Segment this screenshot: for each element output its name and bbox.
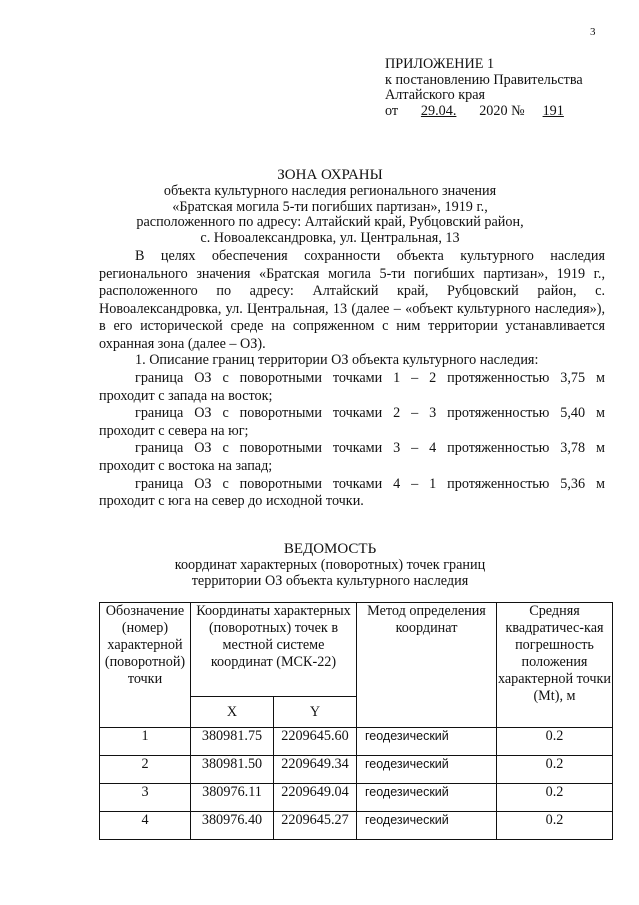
table-row	[100, 812, 613, 840]
cell-point-number: 2	[100, 756, 191, 784]
zone-subtitle	[60, 184, 600, 246]
border-1-line2: проходит с запада на восток;	[99, 387, 273, 404]
header-x: X	[191, 697, 274, 728]
border-2-line1: граница ОЗ с поворотными точками 2 – 3 протяженностью 5,40 м	[135, 405, 605, 422]
intro-paragraph: В целях обеспечения сохранности объекта культурного наследия регионального значения «Братская могила 5-ти погибших партизан», 1919 г., расположенного по адресу: Алтайский край, Рубцовский район, с. Новоалександровка, ул. Центральная, 13 (далее – «объект культурного наследия»), в его исторической среде на сопряженном с ним территории устанавливается охранная зона (далее – ОЗ).	[99, 248, 605, 352]
zone-line-4: с. Новоалександровка, ул. Центральная, 13	[200, 229, 460, 246]
annex-block	[385, 57, 583, 119]
cell-point-number: 3	[100, 784, 191, 812]
annex-date-line	[385, 104, 583, 120]
border-4-line1: граница ОЗ с поворотными точками 4 – 1 протяженностью 5,36 м	[135, 475, 605, 492]
cell-error: 0.2	[497, 812, 613, 840]
annex-date: 29.04.	[420, 102, 457, 119]
coordinates-table	[99, 602, 613, 840]
annex-region: Алтайского края	[385, 87, 486, 103]
statement-line-2: территории ОЗ объекта культурного наследия	[191, 572, 469, 589]
cell-error: 0.2	[497, 756, 613, 784]
header-designation: Обозначение (номер) характерной (поворотной) точки	[100, 603, 191, 728]
border-2-line2: проходит с севера на юг;	[99, 422, 249, 439]
cell-error: 0.2	[497, 784, 613, 812]
cell-error: 0.2	[497, 728, 613, 756]
zone-line-3: расположенного по адресу: Алтайский край, Рубцовский район,	[136, 214, 524, 230]
annex-resolution: к постановлению Правительства	[385, 71, 583, 88]
cell-y: 2209649.04	[274, 784, 357, 812]
borders-list	[99, 370, 605, 511]
cell-y: 2209645.60	[274, 728, 357, 756]
cell-method: геодезический	[357, 812, 497, 840]
annex-year: 2020 №	[479, 102, 525, 119]
annex-from-label: от	[385, 102, 399, 119]
border-item	[99, 405, 605, 440]
table-row	[100, 784, 613, 812]
border-1-line1: граница ОЗ с поворотными точками 1 – 2 протяженностью 3,75 м	[135, 370, 605, 386]
header-method: Метод определения координат	[357, 603, 497, 728]
cell-x: 380981.75	[191, 728, 274, 756]
cell-point-number: 4	[100, 812, 191, 840]
border-item	[99, 440, 605, 475]
cell-x: 380981.50	[191, 756, 274, 784]
border-3-line2: проходит с востока на запад;	[99, 457, 273, 474]
cell-method: геодезический	[357, 728, 497, 756]
header-error: Средняя квадратичес-кая погрешность положения характерной точки (Mt), м	[497, 603, 613, 728]
header-y: Y	[274, 697, 357, 728]
cell-y: 2209645.27	[274, 812, 357, 840]
cell-x: 380976.40	[191, 812, 274, 840]
statement-line-1: координат характерных (поворотных) точек границ	[174, 557, 486, 573]
statement-subtitle	[60, 558, 600, 589]
statement-title: ВЕДОМОСТЬ	[283, 541, 377, 557]
border-item	[99, 476, 605, 511]
border-3-line1: граница ОЗ с поворотными точками 3 – 4 протяженностью 3,78 м	[135, 440, 605, 457]
cell-method: геодезический	[357, 784, 497, 812]
cell-method: геодезический	[357, 756, 497, 784]
page-number: 3	[590, 26, 596, 38]
table-row	[100, 756, 613, 784]
cell-x: 380976.11	[191, 784, 274, 812]
zone-line-2: «Братская могила 5-ти погибших партизан», 1919 г.,	[172, 198, 488, 215]
header-coordinates: Координаты характерных (поворотных) точек в местной системе координат (МСК-22)	[191, 603, 357, 697]
zone-line-1: объекта культурного наследия регионального значения	[163, 183, 497, 199]
zone-title: ЗОНА ОХРАНЫ	[277, 167, 383, 183]
annex-number: 191	[542, 102, 564, 119]
table-row	[100, 728, 613, 756]
cell-y: 2209649.34	[274, 756, 357, 784]
section1-heading: 1. Описание границ территории ОЗ объекта культурного наследия:	[135, 352, 539, 368]
annex-title: ПРИЛОЖЕНИЕ 1	[385, 56, 495, 72]
border-item	[99, 370, 605, 405]
border-4-line2: проходит с юга на север до исходной точки.	[99, 493, 364, 510]
cell-point-number: 1	[100, 728, 191, 756]
